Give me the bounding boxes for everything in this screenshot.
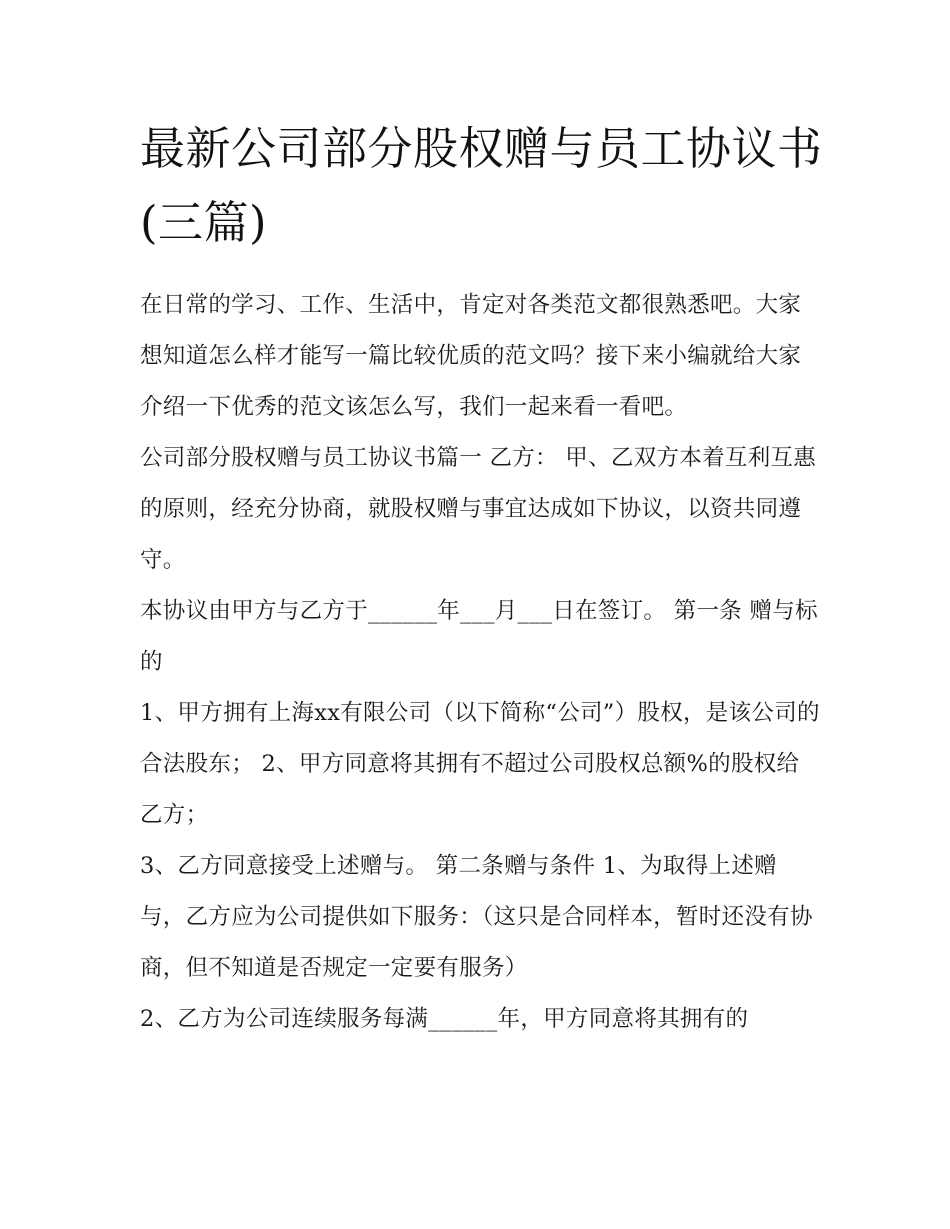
document-body bbox=[140, 280, 820, 1045]
signing-date-paragraph: 本协议由甲方与乙方于______年___月___日在签订。 第一条 赠与标的 bbox=[140, 598, 818, 675]
clause-service-years-paragraph: 2、乙方为公司连续服务每满______年，甲方同意将其拥有的 bbox=[140, 1006, 749, 1032]
clause-gift-conditions-paragraph: 3、乙方同意接受上述赠与。 第二条赠与条件 1、为取得上述赠与，乙方应为公司提供如下服务：（这只是合同样本，暂时还没有协商，但不知道是否规定一定要有服务） bbox=[140, 853, 813, 981]
document-title: 最新公司部分股权赠与员工协议书(三篇) bbox=[140, 122, 823, 249]
agreement-opening-paragraph: 公司部分股权赠与员工协议书篇一 乙方： 甲、乙双方本着互利互惠的原则，经充分协商，就股权赠与事宜达成如下协议，以资共同遵守。 bbox=[140, 445, 817, 573]
clause-gift-subject-paragraph: 1、甲方拥有上海xx有限公司（以下简称“公司”）股权，是该公司的合法股东； 2、甲方同意将其拥有不超过公司股权总额%的股权给乙方； bbox=[140, 700, 820, 828]
intro-paragraph: 在日常的学习、工作、生活中，肯定对各类范文都很熟悉吧。大家想知道怎么样才能写一篇比较优质的范文吗？接下来小编就给大家介绍一下优秀的范文该怎么写，我们一起来看一看吧。 bbox=[140, 292, 802, 420]
